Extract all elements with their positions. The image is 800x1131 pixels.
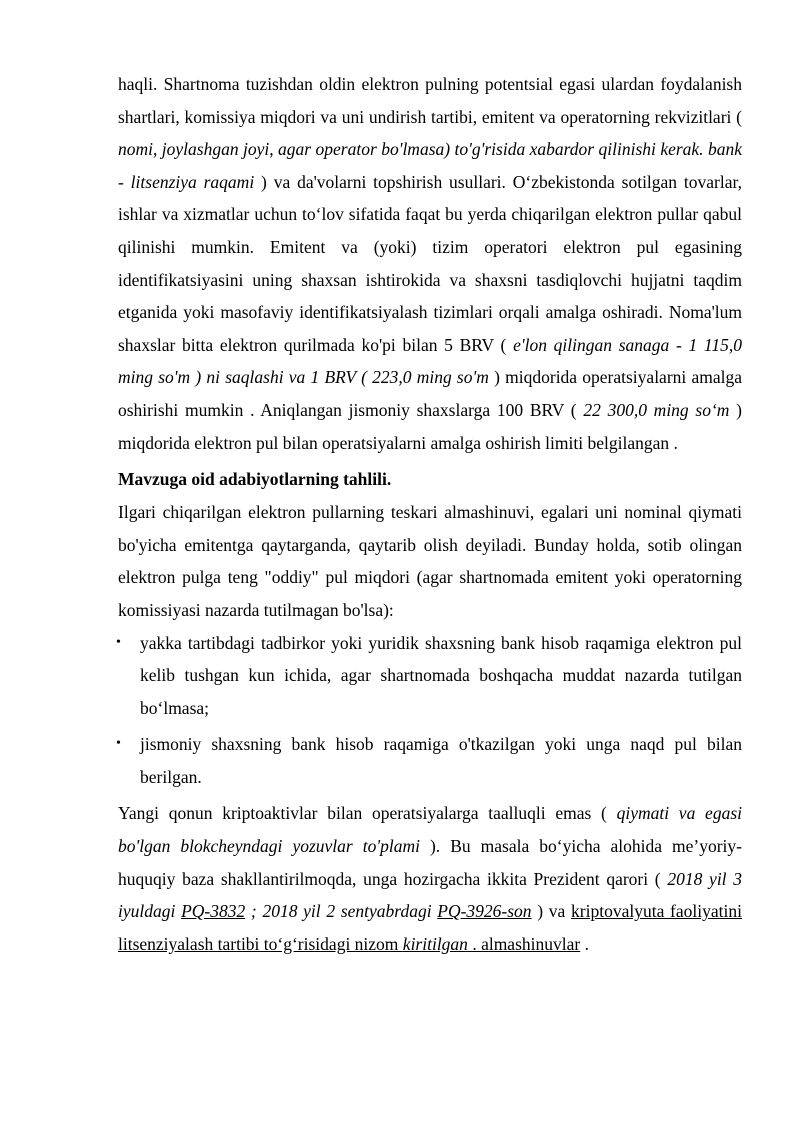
text-run: haqli. Shartnoma tuzishdan oldin elektron pulning potentsial egasi ulardan foydalanish shartlari, komissiya miqdori va uni undirish tartibi, emitent va operatorning rekvizitlari ( — [118, 74, 742, 127]
bullet-list — [118, 627, 742, 794]
bullet-icon: • — [116, 634, 121, 650]
list-item-text: jismoniy shaxsning bank hisob raqamiga o'tkazilgan yoki unga naqd pul bilan berilgan. — [140, 734, 742, 787]
list-item-text: yakka tartibdagi tadbirkor yoki yuridik shaxsning bank hisob raqamiga elektron pul kelib tushgan kun ichida, agar shartnomada boshqacha muddat nazarda tutilgan bo‘lmasa; — [140, 632, 742, 718]
text-run: ) va da'volarni topshirish usullari. O‘zbekistonda sotilgan tovarlar, ishlar va xizmatlar uchun to‘lov sifatida faqat bu yerda chiqarilgan elektron pullar qabul qilinishi mumkin. Emitent va (yoki) tizim operatori elektron pul egasining identifikatsiyasini uning shaxsan ishtirokida va shaxsni tasdiqlovchi hujjatni taqdim etganida yoki masofaviy identifikatsiyalash tizimlari orqali amalga oshiradi. Noma'lum shaxslar bitta elektron qurilmada ko'pi bilan 5 BRV ( — [118, 171, 742, 355]
italic-run: qiymati va egasi bo'lgan blokcheyndagi yozuvlar to'plami — [118, 803, 742, 857]
list-item — [118, 728, 742, 793]
text-run: ) va — [531, 901, 572, 922]
italic-run: 2018 yil 3 iyuldagi — [118, 868, 742, 922]
text-run: ) miqdorida operatsiyalarni amalga oshirishi mumkin . Aniqlangan jismoniy shaxslarga 100 BRV ( — [118, 367, 742, 420]
paragraph-crypto-assets — [118, 797, 742, 960]
paragraph-electronic-money-conditions — [118, 68, 742, 459]
link-licensing-regulation-italic[interactable]: kiritilgan — [402, 933, 468, 954]
text-run: ) miqdorida elektron pul bilan operatsiyalarni amalga oshirish limiti belgilangan . — [118, 399, 743, 453]
paragraph-reverse-exchange: Ilgari chiqarilgan elektron pullarning teskari almashinuvi, egalari uni nominal qiymati bo'yicha emitentga qaytarganda, qaytarib olish deyiladi. Bunday holda, sotib olingan elektron pulga teng "oddiy" pul miqdori (agar shartnomada emitent yoki operatorning komissiyasi nazarda tutilmagan bo'lsa): — [118, 502, 742, 620]
link-pq-3926[interactable]: PQ-3926-son — [437, 901, 532, 922]
list-item — [118, 627, 742, 725]
italic-run: nomi, joylashgan joyi, agar operator bo'lmasa) to'g'risida xabardor qilinishi kerak. bank - litsenziya raqami — [118, 139, 742, 192]
section-heading: Mavzuga oid adabiyotlarning tahlili. — [118, 469, 392, 490]
bullet-icon: • — [116, 736, 121, 752]
text-run: ). Bu masala bo‘yicha alohida me’yoriy-huquqiy baza shakllantirilmoqda, unga hozirgacha ikkita Prezident qarori ( — [118, 836, 742, 889]
text-run: . — [580, 933, 589, 954]
text-run: Yangi qonun kriptoaktivlar bilan operatsiyalarga taalluqli emas ( — [118, 803, 617, 824]
link-pq-3832[interactable]: PQ-3832 — [181, 901, 246, 922]
link-exchanges[interactable]: . almashinuvlar — [467, 933, 581, 954]
italic-run: ; 2018 yil 2 sentyabrdagi — [245, 901, 438, 922]
italic-run: 22 300,0 ming so‘m — [583, 399, 730, 420]
link-licensing-regulation[interactable]: kriptovalyuta faoliyatini litsenziyalash tartibi to‘g‘risidagi nizom — [118, 901, 742, 954]
document-page — [118, 68, 742, 960]
italic-run: e'lon qilingan sanaga - 1 115,0 ming so'm ) ni saqlashi va 1 BRV ( 223,0 ming so'm — [118, 334, 742, 388]
